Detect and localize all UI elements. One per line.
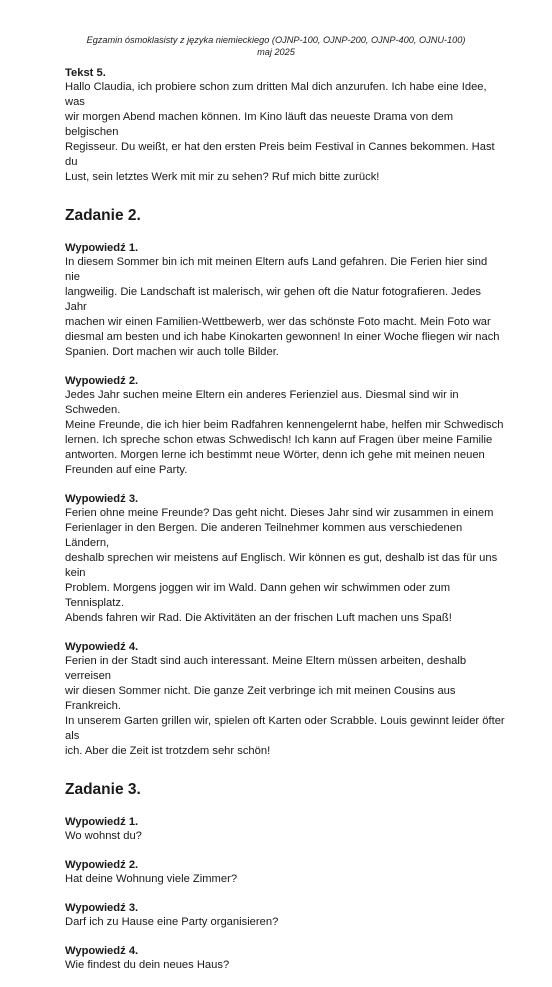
zadanie-3-heading: Zadanie 3. [65, 781, 141, 798]
page-content [65, 66, 505, 987]
answer-title: Wypowiedź 2. [65, 375, 139, 387]
answer-body: Wo wohnst du? [65, 830, 142, 842]
zadanie-2-answer [65, 374, 505, 478]
answer-body: Wie findest du dein neues Haus? [65, 959, 230, 971]
zadanie-3-answer [65, 944, 505, 973]
text-5-title: Tekst 5. [65, 67, 106, 79]
answer-body: Darf ich zu Hause eine Party organisieren? [65, 916, 279, 928]
answer-title: Wypowiedź 4. [65, 945, 139, 957]
zadanie-3-answer [65, 815, 505, 844]
answer-body: Ferien ohne meine Freunde? Das geht nicht. Dieses Jahr sind wir zusammen in einem Ferienlager in den Bergen. Die anderen Teilnehmer kommen aus verschiedenen Ländern, deshalb sprechen wir meistens auf Englisch. Wir können es gut, deshalb ist das für uns kein Problem. Morgens joggen wir im Wald. Dann gehen wir schwimmen oder zum Tennisplatz. Abends fahren wir Rad. Die Aktivitäten an der frischen Luft machen uns Spaß! [65, 507, 498, 624]
answer-title: Wypowiedź 4. [65, 641, 139, 653]
header-date: maj 2025 [257, 47, 295, 57]
zadanie-2-heading: Zadanie 2. [65, 207, 141, 224]
zadanie-3-answer [65, 858, 505, 887]
text-5-body: Hallo Claudia, ich probiere schon zum dritten Mal dich anzurufen. Ich habe eine Idee, was wir morgen Abend machen können. Im Kino läuft das neueste Drama von dem belgischen Regisseur. Du weißt, er hat den ersten Preis beim Festival in Cannes bekommen. Hast du Lust, sein letztes Werk mit mir zu sehen? Ruf mich bitte zurück! [65, 81, 495, 183]
answer-body: Hat deine Wohnung viele Zimmer? [65, 873, 238, 885]
answer-title: Wypowiedź 3. [65, 493, 139, 505]
answer-body: Ferien in der Stadt sind auch interessant. Meine Eltern müssen arbeiten, deshalb verreisen wir diesen Sommer nicht. Die ganze Zeit verbringe ich mit meinen Cousins aus Frankreich. In unserem Garten grillen wir, spielen oft Karten oder Scrabble. Louis gewinnt leider öfter als ich. Aber die Zeit ist trotzdem sehr schön! [65, 655, 505, 757]
answer-body: In diesem Sommer bin ich mit meinen Eltern aufs Land gefahren. Die Ferien hier sind nie langweilig. Die Landschaft ist malerisch, wir gehen oft die Natur fotografieren. Jedes Jahr machen wir einen Familien-Wettbewerb, wer das schönste Foto macht. Mein Foto war diesmal am besten und ich habe Kinokarten gewonnen! In einer Woche fliegen wir nach Spanien. Dort machen wir auch tolle Bilder. [65, 256, 500, 358]
zadanie-2-answer [65, 492, 505, 626]
page-header [0, 34, 552, 58]
zadanie-2-answer [65, 241, 505, 360]
zadanie-2-answer [65, 640, 505, 759]
answer-title: Wypowiedź 1. [65, 242, 139, 254]
text-5-block [65, 66, 505, 185]
answer-body: Jedes Jahr suchen meine Eltern ein anderes Ferienziel aus. Diesmal sind wir in Schweden. Meine Freunde, die ich hier beim Radfahren kennengelernt habe, helfen mir Schwedisch lernen. Ich spreche schon etwas Schwedisch! Ich kann auf Fragen über meine Familie antworten. Morgen lerne ich bestimmt neue Wörter, denn ich gehe mit meinen neuen Freunden auf eine Party. [65, 389, 504, 476]
header-exam-title: Egzamin ósmoklasisty z języka niemieckiego (OJNP-100, OJNP-200, OJNP-400, OJNU-100) [86, 35, 466, 45]
zadanie-3-answer [65, 901, 505, 930]
answer-title: Wypowiedź 2. [65, 859, 139, 871]
answer-title: Wypowiedź 3. [65, 902, 139, 914]
answer-title: Wypowiedź 1. [65, 816, 139, 828]
